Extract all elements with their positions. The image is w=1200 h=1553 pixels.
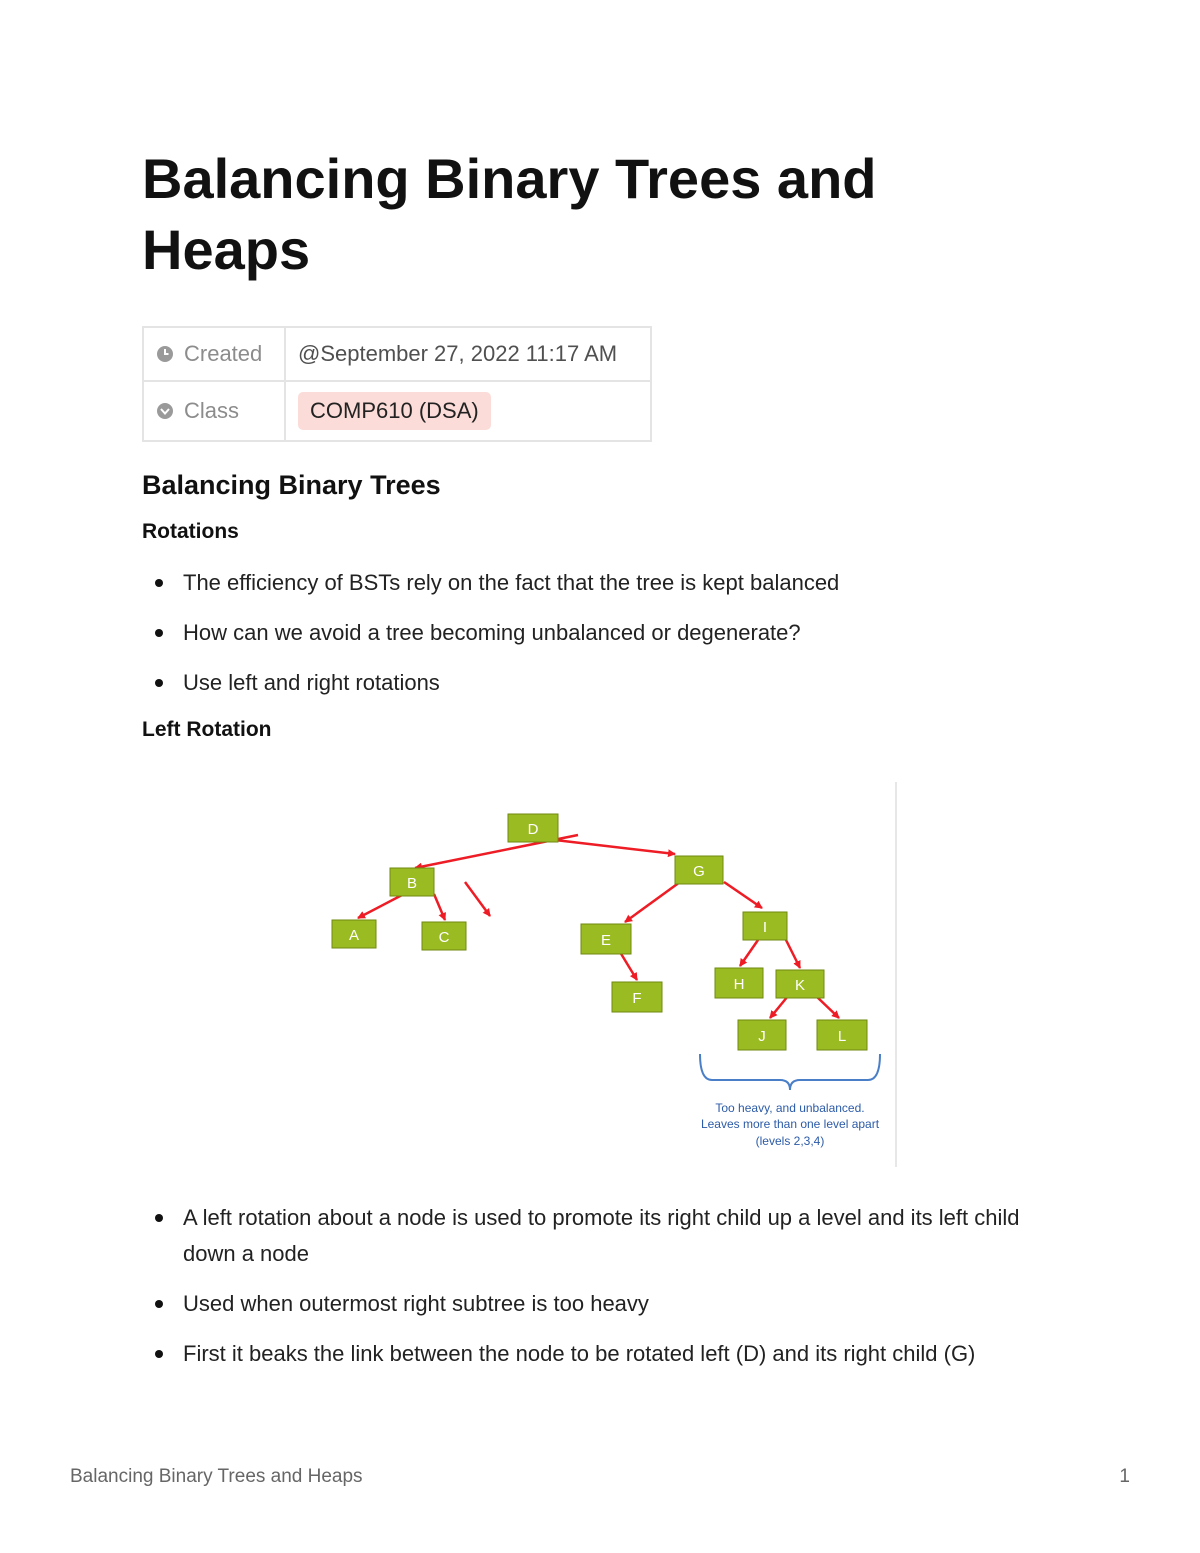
page-title: Balancing Binary Trees and Heaps <box>142 147 877 281</box>
node-label: G <box>693 863 705 880</box>
annotation-line-1: Too heavy, and unbalanced. <box>715 1101 865 1115</box>
annotation-line-2: Leaves more than one level apart <box>700 1117 880 1131</box>
node-g <box>675 856 723 884</box>
node-label: D <box>527 821 539 838</box>
node-j <box>738 1020 786 1050</box>
node-label: H <box>733 976 745 993</box>
list-item: A left rotation about a node is used to promote its right child up a level and its left child down a node <box>142 1200 1042 1272</box>
edge-i-h <box>740 940 758 966</box>
created-label: Created <box>184 341 263 366</box>
edge-g-i <box>724 882 762 908</box>
created-value: @September 27, 2022 11:17 AM <box>285 327 651 381</box>
rotations-list <box>142 565 1042 715</box>
left-rotation-heading: Left Rotation <box>142 718 272 741</box>
node-label: F <box>632 990 642 1007</box>
footer-title: Balancing Binary Trees and Heaps <box>70 1466 363 1487</box>
left-rotation-list <box>142 1200 1042 1386</box>
node-label: I <box>762 919 768 936</box>
edge-e-f <box>620 952 637 980</box>
property-row-class <box>143 381 651 441</box>
section-heading: Balancing Binary Trees <box>142 470 441 500</box>
node-a <box>332 920 376 948</box>
node-b <box>390 868 434 896</box>
property-row-created <box>143 327 651 381</box>
node-label: E <box>600 932 612 949</box>
node-h <box>715 968 763 998</box>
edge-b-c <box>434 894 445 920</box>
select-property-icon <box>156 402 174 420</box>
edge-break-mark <box>465 882 490 916</box>
list-item: Use left and right rotations <box>142 665 1042 701</box>
node-label: C <box>438 929 450 946</box>
list-item: The efficiency of BSTs rely on the fact that the tree is kept balanced <box>142 565 1042 601</box>
node-label: B <box>406 875 418 892</box>
property-key-created <box>143 327 285 381</box>
edge-b-a <box>358 894 404 918</box>
node-d <box>508 814 558 842</box>
clock-icon <box>156 345 174 363</box>
edge-g-e <box>625 882 680 922</box>
property-key-class <box>143 381 285 441</box>
node-e <box>581 924 631 954</box>
page-number: 1 <box>1119 1466 1130 1487</box>
node-label: L <box>837 1028 847 1045</box>
class-tag[interactable]: COMP610 (DSA) <box>298 392 491 430</box>
node-k <box>776 970 824 998</box>
brace <box>700 1054 880 1090</box>
annotation <box>701 1101 880 1148</box>
node-f <box>612 982 662 1012</box>
edge-k-j <box>770 996 788 1018</box>
rotations-heading: Rotations <box>142 520 239 543</box>
class-label: Class <box>184 398 240 423</box>
list-item: First it beaks the link between the node to be rotated left (D) and its right child (G) <box>142 1336 1042 1372</box>
node-c <box>422 922 466 950</box>
annotation-line-3: (levels 2,3,4) <box>755 1134 825 1148</box>
list-item: How can we avoid a tree becoming unbalanced or degenerate? <box>142 615 1042 651</box>
edge-i-k <box>786 940 800 968</box>
edge-d-g <box>555 840 675 854</box>
left-rotation-diagram <box>300 782 900 1167</box>
node-i <box>743 912 787 940</box>
edge-k-l <box>816 996 839 1018</box>
list-item: Used when outermost right subtree is too heavy <box>142 1286 1042 1322</box>
node-label: A <box>348 927 360 944</box>
node-label: J <box>758 1028 766 1045</box>
node-l <box>817 1020 867 1050</box>
node-label: K <box>794 977 806 994</box>
properties-table <box>142 326 652 442</box>
class-value-cell <box>285 381 651 441</box>
